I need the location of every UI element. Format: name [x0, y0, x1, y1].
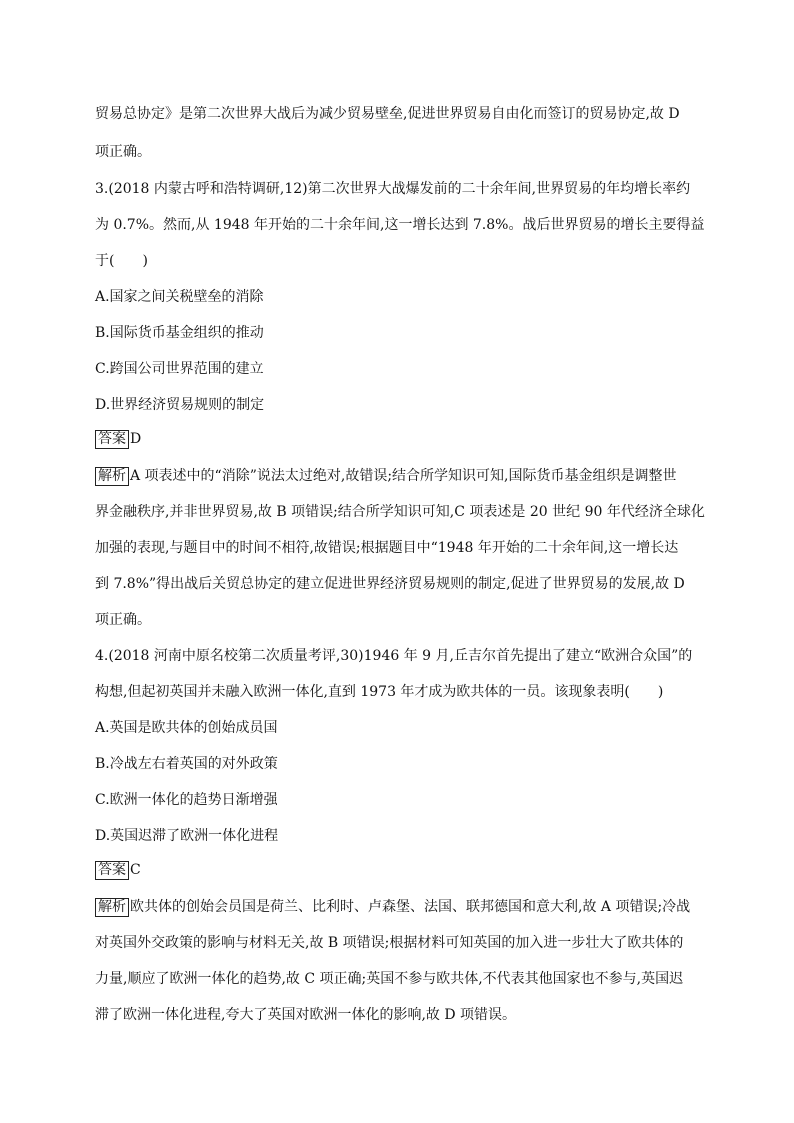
question-3-option-b: B.国际货币基金组织的推动 — [95, 325, 264, 341]
question-4-option-a: A.英国是欧共体的创始成员国 — [95, 720, 278, 736]
analysis-text: 对英国外交政策的影响与材料无关,故 B 项错误;根据材料可知英国的加入进一步壮大了欧共体的 — [95, 935, 684, 951]
analysis-text: A 项表述中的“消除”说法太过绝对,故错误;结合所学知识可知,国际货币基金组织是调整世 — [130, 468, 677, 484]
continuation-line: 贸易总协定》是第二次世界大战后为减少贸易壁垒,促进世界贸易自由化而签订的贸易协定,故 D — [95, 106, 680, 122]
question-3-answer — [95, 429, 735, 449]
answer-value: D — [130, 431, 142, 447]
analysis-text: 界金融秩序,并非世界贸易,故 B 项错误;结合所学知识可知,C 项表述是 20 世纪 90 年代经济全球化 — [95, 504, 705, 520]
analysis-label: 解析 — [95, 467, 129, 486]
question-4-option-b: B.冷战左右着英国的对外政策 — [95, 756, 278, 772]
question-3-stem: 为 0.7%。然而,从 1948 年开始的二十余年间,这一增长达到 7.8%。战后世界贸易的增长主要得益 — [95, 217, 705, 233]
answer-label: 答案 — [95, 430, 129, 449]
analysis-text: 滞了欧洲一体化进程,夸大了英国对欧洲一体化的影响,故 D 项错误。 — [95, 1007, 517, 1023]
question-3-option-c: C.跨国公司世界范围的建立 — [95, 361, 264, 377]
question-4-analysis — [95, 897, 735, 917]
analysis-text: 加强的表现,与题目中的时间不相符,故错误;根据题目中“1948 年开始的二十余年间,这一增长达 — [95, 540, 679, 556]
question-4-option-d: D.英国迟滞了欧洲一体化进程 — [95, 828, 279, 844]
analysis-label: 解析 — [95, 898, 129, 917]
question-3-stem: 3.(2018 内蒙古呼和浩特调研,12)第二次世界大战爆发前的二十余年间,世界贸易的年均增长率约 — [95, 181, 691, 197]
answer-value: C — [130, 862, 141, 878]
analysis-text: 力量,顺应了欧洲一体化的趋势,故 C 项正确;英国不参与欧共体,不代表其他国家也不参与,英国迟 — [95, 971, 684, 987]
question-4-answer — [95, 860, 735, 880]
answer-label: 答案 — [95, 861, 129, 880]
continuation-line: 项正确。 — [95, 144, 151, 160]
question-3-option-d: D.世界经济贸易规则的制定 — [95, 397, 265, 413]
question-4-stem: 构想,但起初英国并未融入欧洲一体化,直到 1973 年才成为欧共体的一员。该现象表明( ) — [95, 684, 664, 700]
analysis-text: 欧共体的创始会员国是荷兰、比利时、卢森堡、法国、联邦德国和意大利,故 A 项错误;冷战 — [130, 899, 691, 915]
question-4-option-c: C.欧洲一体化的趋势日渐增强 — [95, 792, 278, 808]
analysis-text: 到 7.8%”得出战后关贸总协定的建立促进世界经济贸易规则的制定,促进了世界贸易的发展,故 D — [95, 576, 685, 592]
question-3-analysis — [95, 466, 735, 486]
question-3-stem: 于( ) — [95, 253, 148, 269]
analysis-text: 项正确。 — [95, 612, 151, 628]
question-3-option-a: A.国家之间关税壁垒的消除 — [95, 289, 264, 305]
question-4-stem: 4.(2018 河南中原名校第二次质量考评,30)1946 年 9 月,丘吉尔首先提出了建立“欧洲合众国”的 — [95, 648, 693, 664]
